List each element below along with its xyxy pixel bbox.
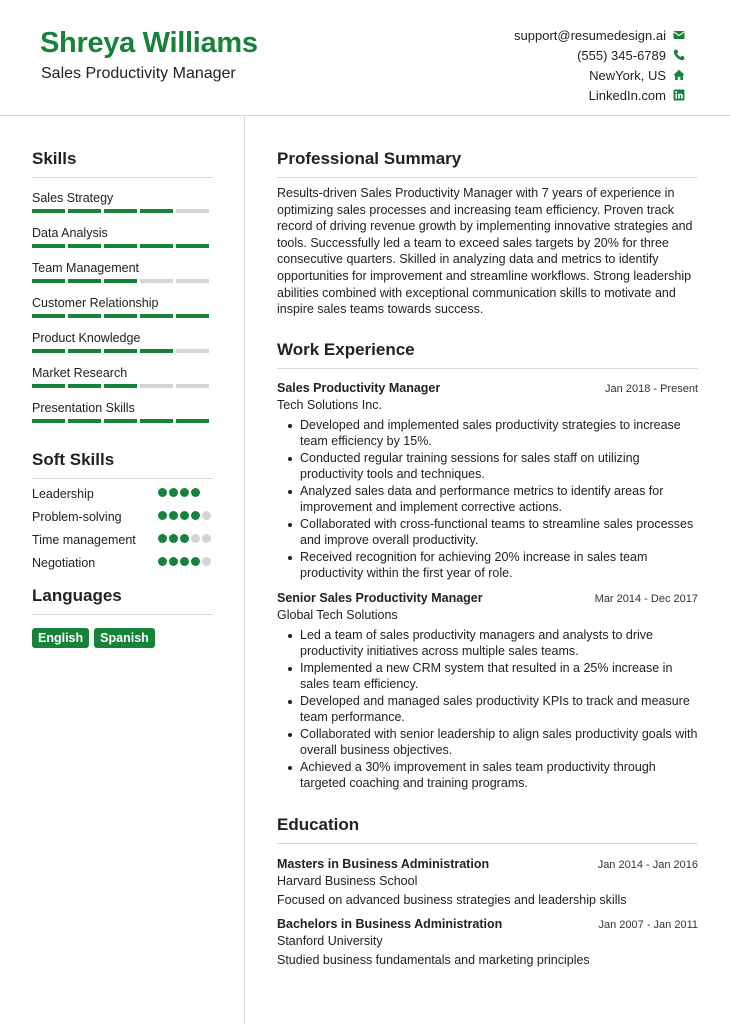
summary-heading: Professional Summary: [277, 149, 698, 178]
skills-heading: Skills: [32, 149, 213, 178]
job-company: Global Tech Solutions: [277, 607, 398, 622]
rating-dot: [158, 488, 167, 497]
degree-title: Bachelors in Business Administration: [277, 916, 503, 931]
education-description: Studied business fundamentals and marketing principles: [277, 952, 590, 967]
skill-level-segment: [68, 244, 101, 248]
degree-title: Masters in Business Administration: [277, 856, 490, 871]
contact-list: [514, 25, 685, 105]
skill-item: [32, 191, 213, 213]
skill-level-segment: [68, 384, 101, 388]
soft-skill-rating: [158, 531, 213, 549]
skill-level-segment: [176, 244, 209, 248]
language-badge: English: [32, 628, 89, 648]
languages-heading: Languages: [32, 586, 213, 615]
job-company: Tech Solutions Inc.: [277, 397, 382, 412]
rating-dot: [180, 511, 189, 520]
skill-level-segment: [140, 349, 173, 353]
job-title: Senior Sales Productivity Manager: [277, 590, 483, 605]
job-dates: Mar 2014 - Dec 2017: [594, 592, 698, 605]
skill-item: [32, 226, 213, 248]
skill-level-segment: [140, 419, 173, 423]
bullet-item: Led a team of sales productivity managers and analysts to drive productivity initiatives across multiple sales teams.: [287, 627, 698, 660]
bullet-item: Achieved a 30% improvement in sales team productivity through targeted coaching and training programs.: [287, 759, 698, 792]
skill-level-bar: [32, 209, 213, 213]
job-entry: [277, 381, 698, 582]
skill-level-segment: [140, 384, 173, 388]
skill-level-segment: [68, 314, 101, 318]
rating-dot: [191, 557, 200, 566]
contact-phone[interactable]: [514, 45, 685, 65]
rating-dot: [191, 488, 200, 497]
skill-level-segment: [176, 419, 209, 423]
soft-skill-item: [32, 531, 213, 549]
skill-level-segment: [68, 419, 101, 423]
skills-list: [32, 191, 213, 423]
education-entry: [277, 917, 698, 967]
contact-linkedin[interactable]: [514, 85, 685, 105]
skill-label: Sales Strategy: [32, 191, 114, 205]
skill-level-segment: [104, 209, 137, 213]
job-dates: Jan 2018 - Present: [605, 382, 698, 395]
bullet-item: Developed and implemented sales productivity strategies to increase team efficiency by 15%.: [287, 417, 698, 450]
skill-level-bar: [32, 244, 213, 248]
education-heading: Education: [277, 815, 698, 844]
rating-dot: [180, 488, 189, 497]
skill-level-segment: [32, 279, 65, 283]
skill-item: [32, 296, 213, 318]
soft-skill-item: [32, 485, 213, 503]
rating-dot: [180, 534, 189, 543]
skill-level-segment: [32, 384, 65, 388]
skill-level-segment: [176, 279, 209, 283]
candidate-name: Shreya Williams: [40, 27, 258, 59]
skill-level-bar: [32, 419, 213, 423]
phone-icon: [673, 49, 685, 61]
rating-dot: [169, 557, 178, 566]
bullet-item: Developed and managed sales productivity KPIs to track and measure team performance.: [287, 693, 698, 726]
soft-skills-heading: Soft Skills: [32, 450, 213, 479]
education-dates: Jan 2014 - Jan 2016: [597, 858, 698, 871]
bullet-item: Implemented a new CRM system that resulted in a 25% increase in sales team efficiency.: [287, 660, 698, 693]
soft-skill-label: Negotiation: [32, 556, 96, 570]
skill-level-segment: [68, 279, 101, 283]
rating-dot: [202, 511, 211, 520]
rating-dot: [191, 534, 200, 543]
email-text[interactable]: support@resumedesign.ai: [514, 27, 666, 43]
school-name: Harvard Business School: [277, 873, 418, 888]
skill-item: [32, 331, 213, 353]
skill-level-segment: [104, 279, 137, 283]
soft-skill-label: Leadership: [32, 487, 94, 501]
rating-dot: [169, 488, 178, 497]
skill-level-segment: [32, 314, 65, 318]
left-column: [32, 116, 213, 648]
skill-level-segment: [32, 349, 65, 353]
job-bullets: [277, 417, 698, 582]
home-icon: [673, 69, 685, 81]
skill-level-segment: [140, 279, 173, 283]
skill-level-segment: [104, 349, 137, 353]
skill-level-bar: [32, 384, 213, 388]
resume-header: [0, 0, 730, 116]
bullet-item: Collaborated with senior leadership to align sales productivity goals with overall business objectives.: [287, 726, 698, 759]
skill-level-segment: [104, 419, 137, 423]
skill-level-segment: [140, 314, 173, 318]
envelope-icon: [673, 29, 685, 41]
job-title: Sales Productivity Manager: [277, 380, 441, 395]
skill-level-segment: [68, 209, 101, 213]
rating-dot: [158, 557, 167, 566]
job-bullets: [277, 627, 698, 792]
soft-skill-rating: [158, 508, 213, 526]
column-divider: [244, 116, 245, 1024]
linkedin-icon: [673, 89, 685, 101]
candidate-role: Sales Productivity Manager: [41, 65, 236, 82]
skill-level-segment: [176, 209, 209, 213]
soft-skill-rating: [158, 554, 213, 572]
skill-level-segment: [32, 209, 65, 213]
skill-level-segment: [104, 314, 137, 318]
skill-label: Product Knowledge: [32, 331, 141, 345]
rating-dot: [158, 511, 167, 520]
rating-dot: [169, 511, 178, 520]
skill-level-segment: [176, 349, 209, 353]
language-badge: Spanish: [94, 628, 155, 648]
bullet-item: Collaborated with cross-functional teams to streamline sales processes and improve overall productivity.: [287, 516, 698, 549]
phone-text[interactable]: (555) 345-6789: [577, 47, 666, 63]
rating-dot: [180, 557, 189, 566]
right-column: [277, 116, 698, 967]
rating-dot: [169, 534, 178, 543]
skill-label: Data Analysis: [32, 226, 108, 240]
soft-skill-rating: [158, 485, 213, 503]
rating-dot: [191, 511, 200, 520]
skill-item: [32, 366, 213, 388]
skill-level-bar: [32, 279, 213, 283]
skill-label: Market Research: [32, 366, 128, 380]
skill-level-segment: [140, 244, 173, 248]
soft-skill-label: Problem-solving: [32, 510, 122, 524]
school-name: Stanford University: [277, 933, 383, 948]
skill-level-segment: [140, 209, 173, 213]
skill-level-segment: [104, 384, 137, 388]
soft-skills-list: [32, 485, 213, 572]
location-text: NewYork, US: [589, 67, 666, 83]
contact-email[interactable]: [514, 25, 685, 45]
rating-dot: [158, 534, 167, 543]
education-description: Focused on advanced business strategies and leadership skills: [277, 892, 627, 907]
soft-skill-label: Time management: [32, 533, 136, 547]
linkedin-text[interactable]: LinkedIn.com: [588, 87, 666, 103]
bullet-item: Received recognition for achieving 20% increase in sales team productivity within the first year of role.: [287, 549, 698, 582]
skill-item: [32, 261, 213, 283]
skill-label: Presentation Skills: [32, 401, 135, 415]
soft-skill-item: [32, 508, 213, 526]
skill-level-segment: [104, 244, 137, 248]
skill-label: Team Management: [32, 261, 140, 275]
skill-label: Customer Relationship: [32, 296, 159, 310]
summary-text: Results-driven Sales Productivity Manager with 7 years of experience in optimizing sales processes and increasing team efficiency. Proven track record of driving revenue growth by implementing innovative strategies and tools. Successfully led a team to exceed sales targets by 20% for three consecutive quarters. Skilled in analyzing data and metrics to identify opportunities for improvement and streamline workflows. Strong leadership abilities combined with exceptional communication skills to motivate and inspire sales teams towards success.: [277, 186, 693, 317]
education-entry: [277, 857, 698, 907]
skill-level-segment: [176, 384, 209, 388]
skill-level-segment: [32, 244, 65, 248]
skill-level-segment: [68, 349, 101, 353]
skill-item: [32, 401, 213, 423]
skill-level-bar: [32, 314, 213, 318]
rating-dot: [202, 534, 211, 543]
education-dates: Jan 2007 - Jan 2011: [598, 918, 698, 931]
bullet-item: Analyzed sales data and performance metrics to identify areas for improvement and implement corrective actions.: [287, 483, 698, 516]
rating-dot: [202, 557, 211, 566]
skill-level-segment: [176, 314, 209, 318]
bullet-item: Conducted regular training sessions for sales staff on utilizing productivity tools and techniques.: [287, 450, 698, 483]
job-entry: [277, 591, 698, 792]
skill-level-bar: [32, 349, 213, 353]
work-heading: Work Experience: [277, 340, 698, 369]
languages-list: [32, 628, 213, 648]
skill-level-segment: [32, 419, 65, 423]
contact-location: [514, 65, 685, 85]
soft-skill-item: [32, 554, 213, 572]
